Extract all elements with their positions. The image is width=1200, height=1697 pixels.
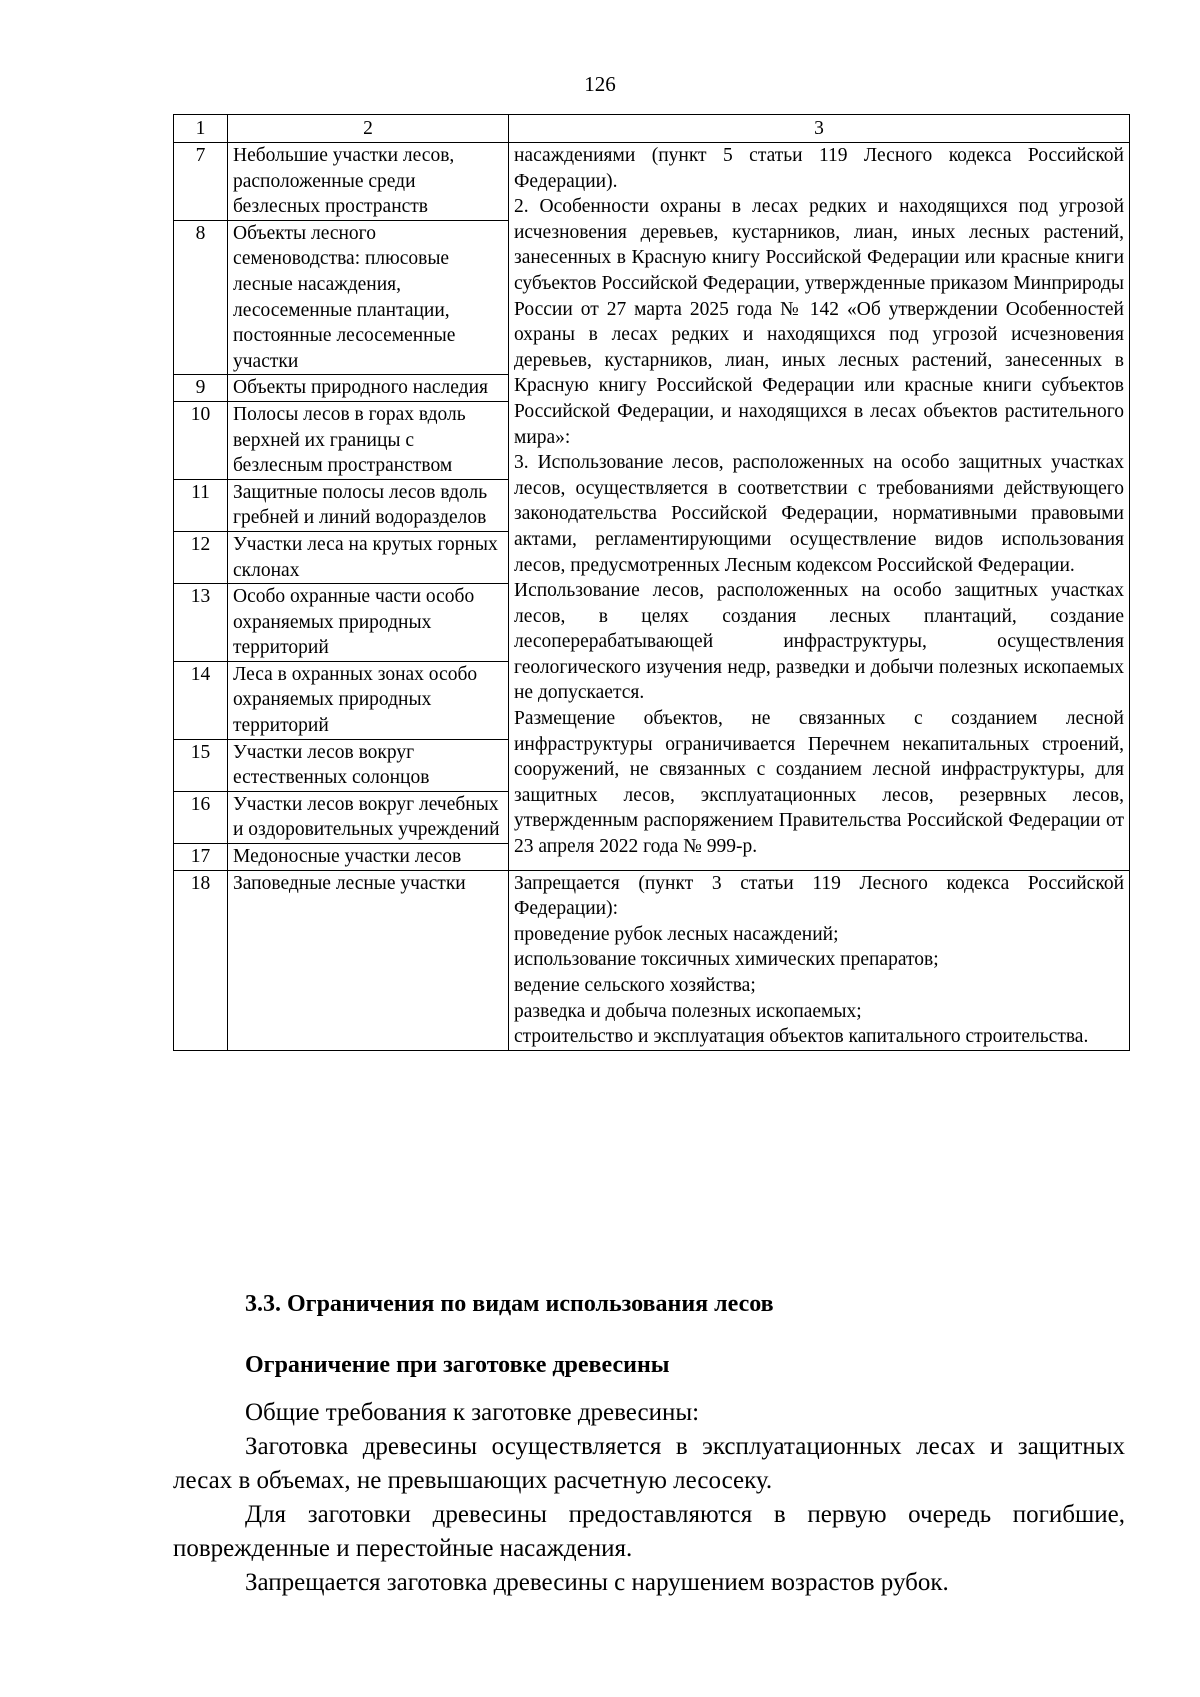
row-number: 18 (174, 870, 228, 1050)
row-name: Участки леса на крутых горных склонах (228, 531, 509, 583)
description-line: проведение рубок лесных насаждений; (514, 923, 839, 945)
row-number: 17 (174, 844, 228, 871)
row-number: 7 (174, 143, 228, 221)
description-paragraph: Запрещается (пункт 3 статьи 119 Лесного кодекса Российской Федерации): (514, 872, 1124, 920)
description-line: ведение сельского хозяйства; (514, 975, 756, 996)
row-name: Особо охранные части особо охраняемых природных территорий (228, 584, 509, 662)
row-number: 9 (174, 375, 228, 402)
header-col-2: 2 (228, 115, 509, 143)
row-number: 8 (174, 220, 228, 375)
row-name: Защитные полосы лесов вдоль гребней и линий водоразделов (228, 479, 509, 531)
description-line: использование токсичных химических препаратов; (514, 949, 939, 971)
description-paragraph: Использование лесов, расположенных на особо защитных участках лесов, в целях создания лесных плантаций, создание лесоперерабатывающей инфраструктуры, осуществления геологического изучения недр, разведки и добычи полезных ископаемых не допускается. (514, 580, 1124, 704)
table-row (174, 870, 1130, 1050)
section-title: 3.3. Ограничения по видам использования лесов (245, 1291, 774, 1317)
row-number: 13 (174, 584, 228, 662)
body-paragraph: Общие требования к заготовке древесины: (245, 1399, 700, 1426)
row-name: Объекты лесного семеноводства: плюсовые лесные насаждения, лесосеменные плантации, постоянные лесосеменные участки (228, 220, 509, 375)
table-row (174, 143, 1130, 221)
body-paragraph: Запрещается заготовка древесины с нарушением возрастов рубок. (245, 1569, 949, 1596)
row-number: 11 (174, 479, 228, 531)
description-line: строительство и эксплуатация объектов капитального строительства. (514, 1026, 1089, 1048)
header-col-1: 1 (174, 115, 228, 143)
merged-description-cell (509, 143, 1130, 871)
description-paragraph: 3. Использование лесов, расположенных на особо защитных участках лесов, осуществляется в соответствии с требованиями действующего законодательства Российской Федерации, нормативными правовыми актами, регламентирующими осуществление видов использования лесов, предусмотренных Лесным кодексом Российской Федерации. (514, 452, 1124, 576)
row-name: Полосы лесов в горах вдоль верхней их границы с безлесным пространством (228, 401, 509, 479)
row-name: Объекты природного наследия (228, 375, 509, 402)
row-name: Участки лесов вокруг естественных солонцов (228, 739, 509, 791)
header-col-3: 3 (509, 115, 1130, 143)
row-number: 10 (174, 401, 228, 479)
row-name: Участки лесов вокруг лечебных и оздоровительных учреждений (228, 791, 509, 843)
description-paragraph: насаждениями (пункт 5 статьи 119 Лесного кодекса Российской Федерации). (514, 145, 1124, 192)
row-name: Медоносные участки лесов (228, 844, 509, 871)
description-line: разведка и добыча полезных ископаемых; (514, 1000, 862, 1022)
description-paragraph: Размещение объектов, не связанных с созданием лесной инфраструктуры ограничивается Перечнем некапитальных строений, сооружений, не связанных с созданием лесной инфраструктуры, для защитных лесов, эксплуатационных лесов, резервных лесов, утвержденным распоряжением Правительства Российской Федерации от 23 апреля 2022 года № 999-р. (514, 708, 1124, 858)
description-paragraph: 2. Особенности охраны в лесах редких и находящихся под угрозой исчезновения деревьев, кустарников, лиан, иных лесных растений, занесенных в Красную книгу Российской Федерации или красные книги субъектов Российской Федерации, утвержденные приказом Минприроды России от 27 марта 2025 года № 142 «Об утверждении Особенностей охраны в лесах редких и находящихся под угрозой исчезновения деревьев, кустарников, лиан, иных лесных растений, занесенных в Красную книгу Российской Федерации или красные книги субъектов Российской Федерации, и находящихся в лесах объектов растительного мира»: (514, 196, 1124, 448)
row-number: 14 (174, 661, 228, 739)
row-name: Небольшие участки лесов, расположенные среди безлесных пространств (228, 143, 509, 221)
row18-description-cell (509, 870, 1130, 1050)
body-paragraph: Для заготовки древесины предоставляются в первую очередь погибшие, поврежденные и перестойные насаждения. (173, 1501, 1125, 1562)
body-paragraph: Заготовка древесины осуществляется в эксплуатационных лесах и защитных лесах в объемах, не превышающих расчетную лесосеку. (173, 1433, 1125, 1494)
row-number: 12 (174, 531, 228, 583)
table-header-row (174, 115, 1130, 143)
section-body (173, 1396, 1125, 1600)
section-subtitle: Ограничение при заготовке древесины (245, 1352, 670, 1378)
row-name: Леса в охранных зонах особо охраняемых природных территорий (228, 661, 509, 739)
restrictions-table (173, 114, 1130, 1051)
page-number: 126 (584, 72, 616, 96)
row-name: Заповедные лесные участки (228, 870, 509, 1050)
row-number: 16 (174, 791, 228, 843)
row-number: 15 (174, 739, 228, 791)
